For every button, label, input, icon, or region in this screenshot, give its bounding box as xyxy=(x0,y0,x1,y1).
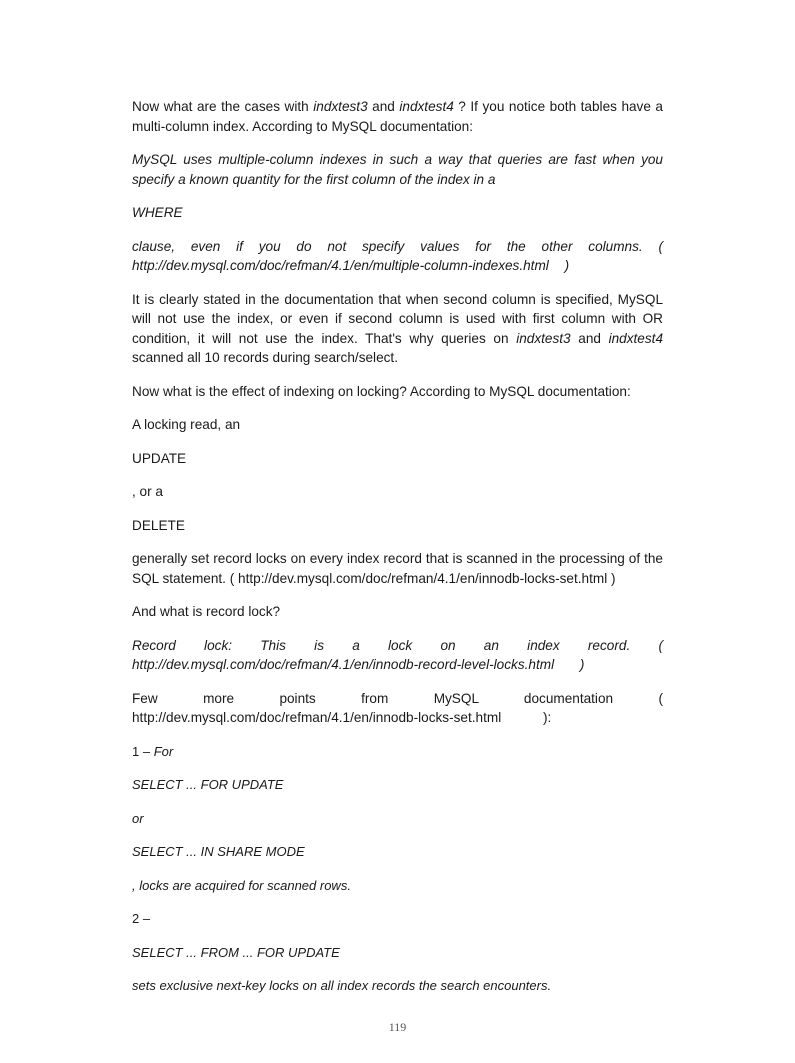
list-item-2-tail: sets exclusive next-key locks on all index records the search encounters. xyxy=(132,978,552,993)
paragraph-locking-read: A locking read, an xyxy=(132,417,241,432)
keyword-select-share-mode: SELECT ... IN SHARE MODE xyxy=(132,844,305,859)
keyword-update: UPDATE xyxy=(132,450,187,466)
quote-clause: clause, even if you do not specify values for the other columns. ( http://dev.mysql.com/doc/refman/4.1/en/multiple-column-indexes.html ) xyxy=(132,238,663,273)
keyword-delete: DELETE xyxy=(132,517,185,533)
paragraph-locking: Now what is the effect of indexing on locking? According to MySQL documentation: xyxy=(132,383,631,399)
list-number: 1 – xyxy=(132,743,154,759)
keyword-select-for-update: SELECT ... FOR UPDATE xyxy=(132,777,284,792)
text: For xyxy=(153,743,174,759)
keyword-select-from-for-update: SELECT ... FROM ... FOR UPDATE xyxy=(132,944,340,960)
quote-record-lock: Record lock: This is a lock on an index record. ( http://dev.mysql.com/doc/refman/4.1/en/innodb-record-level-locks.html ) xyxy=(132,637,663,672)
list-item-1-tail: , locks are acquired for scanned rows. xyxy=(132,877,351,893)
paragraph-record-locks: generally set record locks on every index record that is scanned in the processing of the SQL statement. ( http://dev.mysql.com/doc/refman/4.1/en/innodb-locks-set.html ) xyxy=(132,551,663,586)
table-name: indxtest4 xyxy=(399,99,454,114)
text: ? If you notice both tables have a multi-column index. According to MySQL documentation: xyxy=(132,99,663,134)
page-number: 119 xyxy=(388,1020,407,1034)
paragraph-few-points: Few more points from MySQL documentation ( http://dev.mysql.com/doc/refman/4.1/en/innodb-locks-set.html ): xyxy=(132,690,663,725)
table-name: indxtest3 xyxy=(313,99,368,114)
text: and xyxy=(570,330,609,346)
page-body xyxy=(132,97,663,1010)
text: and xyxy=(367,99,400,114)
paragraph-record-lock-question: And what is record lock? xyxy=(132,604,281,619)
paragraph-or-a: , or a xyxy=(132,484,163,499)
list-item-1 xyxy=(132,742,663,762)
paragraph-explanation xyxy=(132,290,663,368)
text: Now what are the cases with xyxy=(132,99,314,114)
text: It is clearly stated in the documentation that when second column is specified, MySQL will not use the index, or even if second column is used with first column with OR condition, it will not use the index. That's why queries on xyxy=(132,291,663,346)
keyword-or: or xyxy=(132,810,144,826)
text: scanned all 10 records during search/select. xyxy=(132,350,398,365)
keyword-where: WHERE xyxy=(132,205,183,220)
table-name: indxtest3 xyxy=(516,330,571,346)
table-name: indxtest4 xyxy=(608,330,664,346)
quote-multi-column: MySQL uses multiple-column indexes in such a way that queries are fast when you specify a known quantity for the first column of the index in a xyxy=(132,152,663,187)
list-item-2: 2 – xyxy=(132,911,151,926)
paragraph-intro xyxy=(132,97,663,136)
